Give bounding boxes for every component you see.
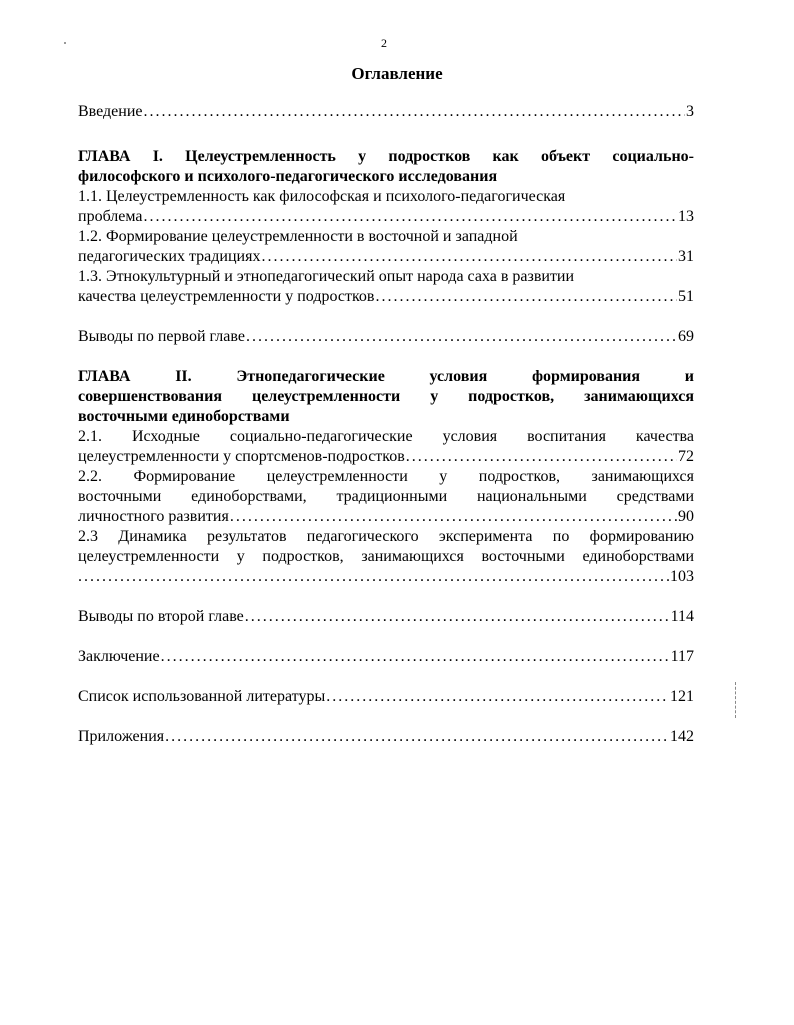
toc-entry-chapter2-conclusions[interactable]: [78, 607, 694, 627]
toc-entry-page: 142: [670, 728, 694, 745]
toc-entry-page: 31: [678, 248, 694, 265]
toc-entry-label: Заключение: [78, 648, 160, 665]
chapter2-heading-line2: совершенствования целеустремленности у подростков, занимающихся: [78, 388, 694, 405]
toc-entry-page: 103: [670, 568, 694, 585]
chapter1-heading-line2: философского и психолого-педагогического исследования: [78, 168, 498, 185]
dot-leader: [261, 247, 677, 267]
toc-entry-label: качества целеустремленности у подростков: [78, 288, 375, 305]
toc-entry-label: целеустремленности у спортсменов-подростков: [78, 448, 405, 465]
toc-entry-2-3-line2: целеустремленности у подростков, занимающихся восточными единоборствами: [78, 548, 694, 565]
toc-entry-page: 114: [670, 608, 694, 625]
toc-entry-page: 72: [678, 448, 694, 465]
toc-entry-page: 90: [678, 508, 694, 525]
chapter1-heading-line1: ГЛАВА I. Целеустремленность у подростков как объект социально-: [78, 148, 694, 165]
toc-entry-conclusion[interactable]: [78, 647, 694, 667]
toc-entry-page: 69: [678, 328, 694, 345]
dot-leader: [230, 507, 677, 527]
toc-entry-chapter1-conclusions[interactable]: [78, 327, 694, 347]
toc-entry-page: 13: [678, 208, 694, 225]
dot-leader: [375, 287, 677, 307]
toc-entry-page: 121: [670, 688, 694, 705]
chapter2-heading-line1: ГЛАВА II. Этнопедагогические условия формирования и: [78, 368, 694, 385]
dot-leader: [78, 567, 669, 587]
dot-leader: [165, 727, 669, 747]
toc-entry-label: Выводы по первой главе: [78, 328, 245, 345]
toc-entry-page: 117: [670, 648, 694, 665]
toc-entry-2-2[interactable]: [78, 507, 694, 527]
dot-leader: [144, 207, 677, 227]
dot-leader: [246, 327, 677, 347]
dot-leader: [326, 687, 669, 707]
toc-entry-1-3-line1: 1.3. Этнокультурный и этнопедагогический опыт народа саха в развитии: [78, 268, 575, 285]
toc-entry-label: проблема: [78, 208, 143, 225]
dot-leader: [144, 102, 686, 122]
scan-edge-mark: [735, 682, 737, 718]
toc-entry-label: педагогических традициях: [78, 248, 261, 265]
toc-entry-2-2-line2: восточными единоборствами, традиционными национальными средствами: [78, 488, 694, 505]
toc-entry-page: 3: [686, 103, 694, 120]
toc-entry-label: личностного развития: [78, 508, 229, 525]
toc-entry-label: Выводы по второй главе: [78, 608, 244, 625]
toc-entry-page: 51: [678, 288, 694, 305]
toc-title: Оглавление: [351, 64, 443, 83]
toc-entry-intro[interactable]: [78, 102, 694, 122]
toc-entry-2-2-line1: 2.2. Формирование целеустремленности у подростков, занимающихся: [78, 468, 694, 485]
toc-entry-1-2[interactable]: [78, 247, 694, 267]
toc-entry-label: Введение: [78, 103, 143, 120]
table-of-contents: [78, 102, 694, 747]
toc-entry-appendix[interactable]: [78, 727, 694, 747]
toc-entry-1-1[interactable]: [78, 207, 694, 227]
dot-leader: [245, 607, 670, 627]
page-number: 2: [381, 36, 387, 50]
dot-leader: [161, 647, 670, 667]
toc-entry-2-1-line1: 2.1. Исходные социально-педагогические условия воспитания качества: [78, 428, 694, 445]
toc-entry-label: Приложения: [78, 728, 165, 745]
toc-entry-2-3-line1: 2.3 Динамика результатов педагогического эксперимента по формированию: [78, 528, 694, 545]
toc-entry-2-1[interactable]: [78, 447, 694, 467]
scan-speck: [64, 42, 66, 44]
toc-entry-1-3[interactable]: [78, 287, 694, 307]
toc-entry-1-2-line1: 1.2. Формирование целеустремленности в восточной и западной: [78, 228, 518, 245]
dot-leader: [406, 447, 677, 467]
chapter2-heading-line3: восточными единоборствами: [78, 408, 290, 425]
toc-entry-1-1-line1: 1.1. Целеустремленность как философская и психолого-педагогическая: [78, 188, 566, 205]
toc-entry-2-3[interactable]: [78, 567, 694, 587]
toc-entry-references[interactable]: [78, 687, 694, 707]
toc-entry-label: Список использованной литературы: [78, 688, 326, 705]
